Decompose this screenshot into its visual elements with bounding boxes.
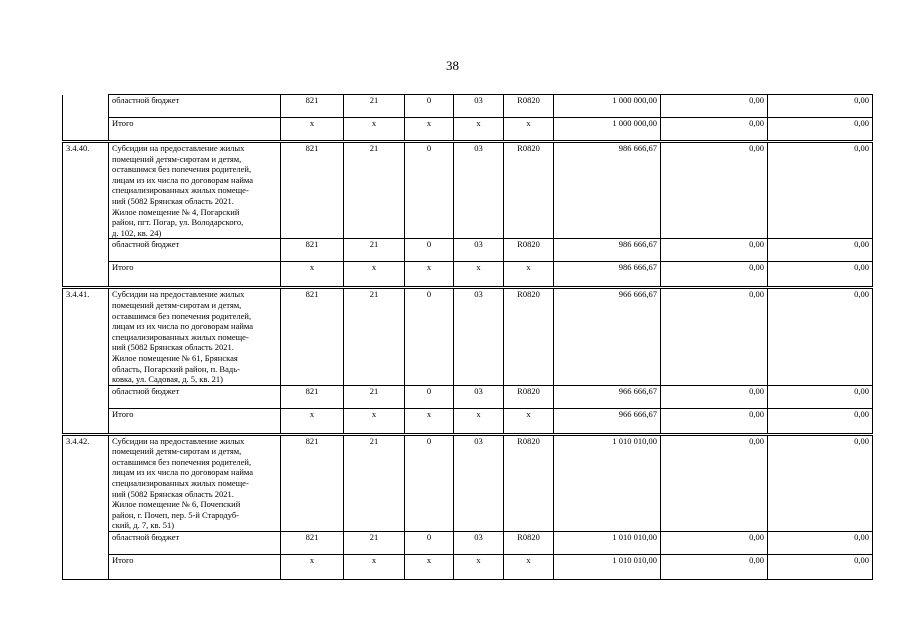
top-row-label: областной бюджет [109,95,281,118]
total-row-value-3: 0,00 [768,262,873,288]
row-code-3: 03 [454,288,504,385]
total-row-value-1: 986 666,67 [554,262,661,288]
budget-row-code-1: 21 [344,239,405,262]
row-value-3: 0,00 [768,288,873,385]
total-row-label: Итого [109,555,281,580]
total-row-code-1: x [344,262,405,288]
table-row [63,408,873,434]
row-code-3: 03 [454,434,504,531]
table-row [63,434,873,531]
budget-row-code-0: 821 [281,385,344,408]
budget-row-value-2: 0,00 [661,239,768,262]
top-row-code-4: R0820 [504,95,554,118]
budget-row-label: областной бюджет [109,385,281,408]
table-row [63,95,873,118]
row-number: 3.4.40. [63,142,109,288]
page-number: 38 [446,58,459,73]
budget-row-code-3: 03 [454,532,504,555]
row-value-2: 0,00 [661,288,768,385]
total-row-value-2: 0,00 [661,408,768,434]
budget-row-value-1: 1 010 010,00 [554,532,661,555]
row-description: Субсидии на предоставление жилых помещений детям-сиротам и детям, оставшимся без попечения родителей, лицам из их числа по договорам найма специализированных жилых помеще- ний (5082 Брянская область 2021. Жилое помещение № 61, Брянская область, Погарский район, п. Вадь- ковка, ул. Садовая, д. 5, кв. 21) [109,288,281,385]
table-row [63,239,873,262]
table-row [63,288,873,385]
total-row-code-0: x [281,555,344,580]
row-number: 3.4.41. [63,288,109,434]
table-row [63,385,873,408]
budget-row-code-3: 03 [454,239,504,262]
row-number-cell [63,95,109,142]
budget-row-code-3: 03 [454,385,504,408]
total-row-label: Итого [109,262,281,288]
budget-row-code-0: 821 [281,532,344,555]
budget-row-code-2: 0 [405,239,454,262]
row-code-0: 821 [281,288,344,385]
row-code-4: R0820 [504,434,554,531]
top-row-value-2: 0,00 [661,118,768,142]
top-row-code-0: 821 [281,95,344,118]
budget-row-value-1: 986 666,67 [554,239,661,262]
top-row-value-3: 0,00 [768,95,873,118]
budget-row-code-1: 21 [344,385,405,408]
budget-row-code-2: 0 [405,532,454,555]
table-row [63,555,873,580]
row-code-2: 0 [405,434,454,531]
total-row-value-3: 0,00 [768,555,873,580]
row-value-1: 986 666,67 [554,142,661,239]
row-code-4: R0820 [504,142,554,239]
row-code-1: 21 [344,288,405,385]
row-code-2: 0 [405,142,454,239]
table-row [63,262,873,288]
total-row-code-3: x [454,408,504,434]
total-row-value-1: 1 010 010,00 [554,555,661,580]
top-row-code-4: x [504,118,554,142]
row-code-1: 21 [344,142,405,239]
top-row-label: Итого [109,118,281,142]
row-description: Субсидии на предоставление жилых помещений детям-сиротам и детям, оставшимся без попечения родителей, лицам из их числа по договорам найма специализированных жилых помеще- ний (5082 Брянская область 2021. Жилое помещение № 6, Почепский район, г. Почеп, пер. 5-й Стародуб- ский, д. 7, кв. 51) [109,434,281,531]
row-value-3: 0,00 [768,142,873,239]
top-row-code-3: 03 [454,95,504,118]
budget-row-value-3: 0,00 [768,532,873,555]
row-number: 3.4.42. [63,434,109,579]
table-row [63,118,873,142]
total-row-code-1: x [344,408,405,434]
total-row-value-1: 966 666,67 [554,408,661,434]
budget-row-value-3: 0,00 [768,385,873,408]
budget-row-code-2: 0 [405,385,454,408]
total-row-code-4: x [504,262,554,288]
total-row-code-2: x [405,555,454,580]
top-row-code-0: x [281,118,344,142]
total-row-value-2: 0,00 [661,262,768,288]
total-row-code-4: x [504,555,554,580]
total-row-label: Итого [109,408,281,434]
budget-row-code-4: R0820 [504,239,554,262]
top-row-code-1: 21 [344,95,405,118]
top-row-code-2: x [405,118,454,142]
top-row-value-3: 0,00 [768,118,873,142]
top-row-code-1: x [344,118,405,142]
budget-row-code-4: R0820 [504,385,554,408]
row-code-4: R0820 [504,288,554,385]
total-row-code-3: x [454,555,504,580]
budget-row-value-3: 0,00 [768,239,873,262]
budget-row-code-0: 821 [281,239,344,262]
row-code-0: 821 [281,434,344,531]
row-code-1: 21 [344,434,405,531]
table-row [63,532,873,555]
row-value-1: 966 666,67 [554,288,661,385]
total-row-value-3: 0,00 [768,408,873,434]
top-row-code-2: 0 [405,95,454,118]
budget-table [62,94,873,580]
top-row-code-3: x [454,118,504,142]
row-description: Субсидии на предоставление жилых помещений детям-сиротам и детям, оставшимся без попечения родителей, лицам из их числа по договорам найма специализированных жилых помеще- ний (5082 Брянская область 2021. Жилое помещение № 4, Погарский район, пгт. Погар, ул. Володарского, д. 102, кв. 24) [109,142,281,239]
row-value-2: 0,00 [661,142,768,239]
total-row-code-0: x [281,408,344,434]
row-value-1: 1 010 010,00 [554,434,661,531]
top-row-value-1: 1 000 000,00 [554,118,661,142]
total-row-code-2: x [405,408,454,434]
total-row-code-3: x [454,262,504,288]
budget-row-label: областной бюджет [109,239,281,262]
row-value-3: 0,00 [768,434,873,531]
budget-row-value-2: 0,00 [661,385,768,408]
top-row-value-2: 0,00 [661,95,768,118]
budget-row-value-1: 966 666,67 [554,385,661,408]
table-body [63,95,873,580]
budget-row-code-1: 21 [344,532,405,555]
budget-row-label: областной бюджет [109,532,281,555]
row-code-0: 821 [281,142,344,239]
total-row-value-2: 0,00 [661,555,768,580]
total-row-code-4: x [504,408,554,434]
total-row-code-0: x [281,262,344,288]
row-value-2: 0,00 [661,434,768,531]
budget-row-code-4: R0820 [504,532,554,555]
row-code-3: 03 [454,142,504,239]
total-row-code-2: x [405,262,454,288]
table-row [63,142,873,239]
top-row-value-1: 1 000 000,00 [554,95,661,118]
row-code-2: 0 [405,288,454,385]
total-row-code-1: x [344,555,405,580]
budget-row-value-2: 0,00 [661,532,768,555]
